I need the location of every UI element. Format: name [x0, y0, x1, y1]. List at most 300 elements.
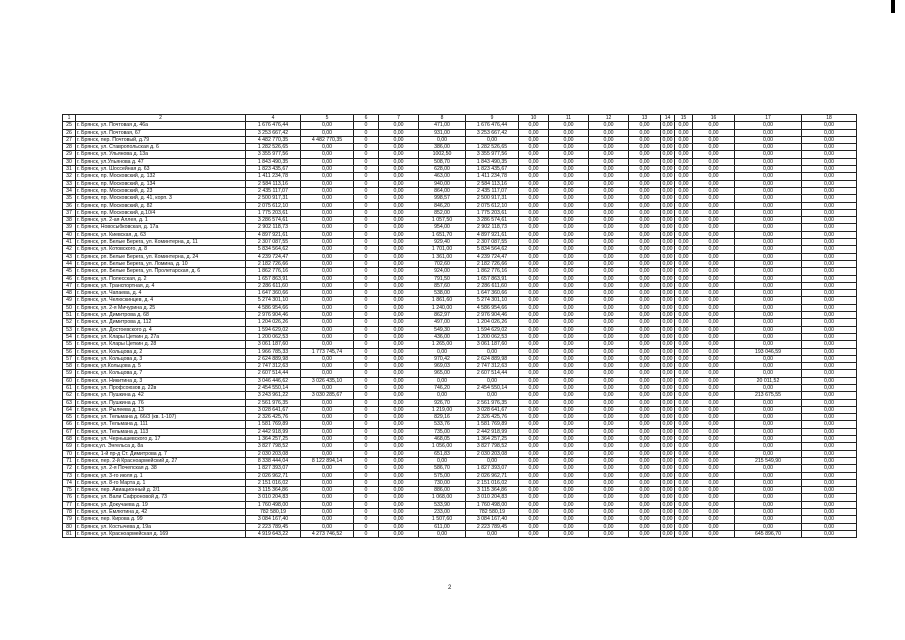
value-cell: 2 075 612,10 — [246, 202, 301, 209]
table-row — [63, 217, 857, 224]
value-cell: 0,00 — [301, 501, 354, 508]
value-cell: 0,00 — [675, 363, 693, 370]
value-cell: 0 — [354, 443, 379, 450]
value-cell: 0,00 — [549, 129, 589, 136]
value-cell: 0,00 — [735, 129, 802, 136]
value-cell: 0,00 — [379, 414, 419, 421]
row-number: 63 — [63, 399, 76, 406]
value-cell: 0,00 — [549, 355, 589, 362]
address-cell: г. Брянск, ул. Кольцова д. 3 — [76, 355, 246, 362]
column-number: 10 — [519, 115, 549, 122]
value-cell: 0,00 — [629, 158, 661, 165]
value-cell: 0 — [354, 479, 379, 486]
value-cell: 0,00 — [693, 173, 735, 180]
value-cell: 0,00 — [675, 530, 693, 537]
value-cell: 3 084 167,40 — [466, 516, 519, 523]
value-cell: 1 411 234,78 — [246, 173, 301, 180]
value-cell: 0,00 — [629, 151, 661, 158]
value-cell: 0,00 — [301, 494, 354, 501]
value-cell: 2 326 425,76 — [466, 414, 519, 421]
value-cell: 0,00 — [693, 443, 735, 450]
value-cell: 0,00 — [419, 348, 466, 355]
value-cell: 0,00 — [735, 487, 802, 494]
value-cell: 233,00 — [419, 509, 466, 516]
value-cell: 0,00 — [549, 224, 589, 231]
table-row — [63, 282, 857, 289]
value-cell: 3 026 435,10 — [301, 377, 354, 384]
value-cell: 0,00 — [519, 501, 549, 508]
column-number-row — [63, 115, 857, 122]
value-cell: 0,00 — [301, 326, 354, 333]
value-cell: 0,00 — [549, 290, 589, 297]
value-cell: 2 326 425,76 — [246, 414, 301, 421]
value-cell: 0,00 — [675, 421, 693, 428]
address-cell: г. Брянск, ул. Ставропольская д. 6 — [76, 144, 246, 151]
value-cell: 0,00 — [662, 144, 673, 151]
row-number: 51 — [63, 312, 76, 319]
table-row — [63, 231, 857, 238]
value-cell: 0,00 — [519, 217, 549, 224]
row-number: 55 — [63, 341, 76, 348]
value-cell: 0,00 — [549, 282, 589, 289]
value-cell: 0,00 — [519, 246, 549, 253]
table-row — [63, 428, 857, 435]
value-cell: 0,00 — [419, 377, 466, 384]
value-cell: 0,00 — [693, 436, 735, 443]
value-cell: 0,00 — [675, 122, 693, 129]
value-cell: 0,00 — [735, 472, 802, 479]
value-cell: 0 — [354, 392, 379, 399]
value-cell: 0,00 — [549, 443, 589, 450]
value-cell: 0,00 — [662, 173, 673, 180]
value-cell: 0,00 — [589, 253, 629, 260]
value-cell: 0,00 — [589, 326, 629, 333]
address-cell: г. Брянск, ул. 8-го Марта д. 1 — [76, 479, 246, 486]
address-cell: г. Брянск, пр. Московский, д. 41, корп. 3 — [76, 195, 246, 202]
row-number: 66 — [63, 421, 76, 428]
value-cell: 0,00 — [519, 239, 549, 246]
value-cell: 4 586 954,66 — [246, 304, 301, 311]
value-cell: 0,00 — [629, 290, 661, 297]
value-cell: 0,00 — [466, 392, 519, 399]
value-cell: 0,00 — [589, 516, 629, 523]
row-number: 80 — [63, 523, 76, 530]
value-cell: 0,00 — [549, 202, 589, 209]
value-cell: 5 834 564,62 — [466, 246, 519, 253]
value-cell: 0,00 — [379, 523, 419, 530]
value-cell: 0,00 — [629, 516, 661, 523]
value-cell: 1 200 062,53 — [246, 333, 301, 340]
value-cell: 0,00 — [379, 290, 419, 297]
value-cell: 0,00 — [693, 195, 735, 202]
value-cell: 0,00 — [549, 428, 589, 435]
value-cell: 0,00 — [693, 253, 735, 260]
value-cell: 0,00 — [301, 268, 354, 275]
value-cell: 0,00 — [301, 173, 354, 180]
value-cell: 0,00 — [379, 348, 419, 355]
value-cell: 497,00 — [419, 319, 466, 326]
value-cell: 0,00 — [662, 217, 673, 224]
value-cell: 0,00 — [735, 173, 802, 180]
value-cell: 0,00 — [735, 479, 802, 486]
value-cell: 1 862 776,16 — [466, 268, 519, 275]
value-cell: 0,00 — [549, 436, 589, 443]
value-cell: 3 355 977,56 — [246, 151, 301, 158]
value-cell: 0,00 — [301, 487, 354, 494]
row-number: 46 — [63, 275, 76, 282]
value-cell: 0,00 — [379, 136, 419, 143]
value-cell: 0,00 — [662, 414, 673, 421]
value-cell: 2 026 962,71 — [246, 472, 301, 479]
value-cell: 1 862 776,16 — [246, 268, 301, 275]
value-cell: 791,50 — [419, 275, 466, 282]
table-row — [63, 136, 857, 143]
value-cell: 0,00 — [379, 530, 419, 537]
value-cell: 0,00 — [301, 509, 354, 516]
scan-corner-mark — [891, 0, 895, 13]
row-number: 59 — [63, 370, 76, 377]
value-cell: 0,00 — [675, 297, 693, 304]
address-cell: г. Брянск, ул. Челюскинцев, д. 4 — [76, 297, 246, 304]
value-cell: 0,00 — [589, 457, 629, 464]
value-cell: 0,00 — [802, 151, 857, 158]
value-cell: 0,00 — [379, 312, 419, 319]
value-cell: 0,00 — [693, 516, 735, 523]
value-cell: 0,00 — [301, 341, 354, 348]
value-cell: 0,00 — [519, 231, 549, 238]
value-cell: 0,00 — [662, 246, 673, 253]
value-cell: 0,00 — [379, 195, 419, 202]
address-cell: г. Брянск, ул. Чапаева, д. 4 — [76, 290, 246, 297]
value-cell: 0,00 — [519, 428, 549, 435]
value-cell: 0,00 — [675, 290, 693, 297]
value-cell: 0,00 — [589, 319, 629, 326]
value-cell: 0,00 — [589, 195, 629, 202]
value-cell: 0,00 — [802, 282, 857, 289]
value-cell: 730,00 — [419, 479, 466, 486]
column-number: 5 — [301, 115, 354, 122]
value-cell: 0,00 — [379, 399, 419, 406]
value-cell: 0,00 — [662, 282, 673, 289]
value-cell: 1 594 629,02 — [246, 326, 301, 333]
value-cell: 0,00 — [675, 479, 693, 486]
value-cell: 0,00 — [379, 231, 419, 238]
table-row — [63, 239, 857, 246]
address-cell: г. Брянск, рп. Белые Берега, ул. Пролетарская, д. 6 — [76, 268, 246, 275]
value-cell: 0,00 — [662, 231, 673, 238]
value-cell: 0,00 — [693, 304, 735, 311]
value-cell: 0,00 — [379, 428, 419, 435]
value-cell: 0,00 — [379, 202, 419, 209]
value-cell: 0,00 — [662, 516, 673, 523]
value-cell: 0,00 — [519, 151, 549, 158]
address-cell: г. Брянск, ул. Ульянова д. 13а — [76, 151, 246, 158]
value-cell: 0,00 — [693, 151, 735, 158]
value-cell: 0,00 — [735, 370, 802, 377]
value-cell: 0,00 — [662, 187, 673, 194]
value-cell: 0,00 — [379, 319, 419, 326]
value-cell: 0,00 — [662, 421, 673, 428]
table-row — [63, 297, 857, 304]
value-cell: 0,00 — [589, 399, 629, 406]
value-cell: 0,00 — [629, 377, 661, 384]
value-cell: 0,00 — [662, 487, 673, 494]
value-cell: 0,00 — [519, 319, 549, 326]
value-cell: 0,00 — [519, 253, 549, 260]
value-cell: 0,00 — [301, 180, 354, 187]
value-cell: 0,00 — [802, 158, 857, 165]
value-cell: 0,00 — [589, 304, 629, 311]
value-cell: 0,00 — [549, 501, 589, 508]
value-cell: 0,00 — [675, 195, 693, 202]
value-cell: 0,00 — [629, 355, 661, 362]
value-cell: 0,00 — [675, 231, 693, 238]
value-cell: 0,00 — [675, 202, 693, 209]
value-cell: 0,00 — [662, 348, 673, 355]
value-cell: 0,00 — [589, 501, 629, 508]
value-cell: 0,00 — [379, 472, 419, 479]
value-cell: 0,00 — [802, 523, 857, 530]
table-row — [63, 494, 857, 501]
address-cell: г. Брянск, ул. Почтовая д. 46а — [76, 122, 246, 129]
value-cell: 0,00 — [589, 202, 629, 209]
value-cell: 0,00 — [802, 180, 857, 187]
value-cell: 0,00 — [301, 421, 354, 428]
value-cell: 0,00 — [589, 436, 629, 443]
value-cell: 0,00 — [693, 333, 735, 340]
value-cell: 0,00 — [735, 494, 802, 501]
value-cell: 0,00 — [419, 457, 466, 464]
address-cell: г. Брянск, ул. 3-го июля д. 1 — [76, 472, 246, 479]
value-cell: 2 151 016,02 — [246, 479, 301, 486]
value-cell: 0,00 — [301, 414, 354, 421]
value-cell: 0,00 — [629, 144, 661, 151]
address-cell: г. Брянск, ул. Почтовая, 67 — [76, 129, 246, 136]
value-cell: 0,00 — [301, 523, 354, 530]
value-cell: 0,00 — [662, 253, 673, 260]
value-cell: 0,00 — [379, 487, 419, 494]
value-cell: 2 307 087,55 — [466, 239, 519, 246]
value-cell: 0,00 — [693, 428, 735, 435]
value-cell: 2 747 312,63 — [246, 363, 301, 370]
table-row — [63, 348, 857, 355]
address-cell: г. Брянск, ул.Ульянова д. 47 — [76, 158, 246, 165]
value-cell: 0,00 — [629, 523, 661, 530]
value-cell: 2 584 113,16 — [466, 180, 519, 187]
value-cell: 0,00 — [662, 312, 673, 319]
row-number: 79 — [63, 516, 76, 523]
value-cell: 2 607 514,44 — [466, 370, 519, 377]
row-number: 60 — [63, 377, 76, 384]
value-cell: 0 — [354, 151, 379, 158]
table-row — [63, 370, 857, 377]
value-cell: 0,00 — [549, 304, 589, 311]
value-cell: 0,00 — [735, 421, 802, 428]
value-cell: 0,00 — [629, 166, 661, 173]
value-cell: 386,00 — [419, 144, 466, 151]
value-cell: 0,00 — [379, 187, 419, 194]
value-cell: 0,00 — [519, 457, 549, 464]
value-cell: 0,00 — [693, 180, 735, 187]
value-cell: 0,00 — [549, 136, 589, 143]
value-cell: 0,00 — [735, 312, 802, 319]
value-cell: 0,00 — [379, 450, 419, 457]
address-cell: г. Брянск, ул. Клары Цеткин д. 28 — [76, 341, 246, 348]
value-cell: 0,00 — [662, 122, 673, 129]
value-cell: 940,00 — [419, 180, 466, 187]
value-cell: 0 — [354, 406, 379, 413]
value-cell: 1 657 863,91 — [246, 275, 301, 282]
value-cell: 0,00 — [549, 479, 589, 486]
value-cell: 0,00 — [693, 231, 735, 238]
value-cell: 0 — [354, 290, 379, 297]
value-cell: 0,00 — [693, 202, 735, 209]
value-cell: 0,00 — [662, 319, 673, 326]
value-cell: 0,00 — [662, 384, 673, 391]
value-cell: 0,00 — [519, 406, 549, 413]
table-row — [63, 304, 857, 311]
value-cell: 1 676 476,44 — [246, 122, 301, 129]
value-cell: 0,00 — [301, 166, 354, 173]
value-cell: 0,00 — [589, 487, 629, 494]
value-cell: 0,00 — [589, 523, 629, 530]
value-cell: 0,00 — [802, 129, 857, 136]
value-cell: 0,00 — [675, 523, 693, 530]
value-cell: 0,00 — [301, 370, 354, 377]
value-cell: 0,00 — [662, 290, 673, 297]
value-cell: 0,00 — [379, 377, 419, 384]
row-number: 78 — [63, 509, 76, 516]
value-cell: 1 282 526,65 — [246, 144, 301, 151]
value-cell: 2 442 918,99 — [466, 428, 519, 435]
value-cell: 0,00 — [693, 457, 735, 464]
value-cell: 0,00 — [735, 260, 802, 267]
value-cell: 0,00 — [519, 202, 549, 209]
value-cell: 0,00 — [549, 275, 589, 282]
value-cell: 0,00 — [301, 282, 354, 289]
table-row — [63, 173, 857, 180]
row-number: 74 — [63, 479, 76, 486]
value-cell: 0,00 — [802, 450, 857, 457]
value-cell: 864,00 — [419, 187, 466, 194]
table-row — [63, 260, 857, 267]
value-cell: 436,00 — [419, 333, 466, 340]
value-cell: 0,00 — [693, 348, 735, 355]
value-cell: 3 827 798,52 — [466, 443, 519, 450]
value-cell: 0,00 — [301, 312, 354, 319]
value-cell: 1 843 490,35 — [246, 158, 301, 165]
value-cell: 0 — [354, 384, 379, 391]
value-cell: 0,00 — [379, 129, 419, 136]
value-cell: 0,00 — [549, 166, 589, 173]
value-cell: 0,00 — [549, 253, 589, 260]
value-cell: 0,00 — [301, 275, 354, 282]
value-cell: 0,00 — [802, 253, 857, 260]
value-cell: 0,00 — [379, 501, 419, 508]
value-cell: 0,00 — [519, 530, 549, 537]
value-cell: 0,00 — [629, 348, 661, 355]
value-cell: 0,00 — [802, 275, 857, 282]
value-cell: 0,00 — [629, 530, 661, 537]
value-cell: 0 — [354, 523, 379, 530]
value-cell: 0,00 — [693, 465, 735, 472]
value-cell: 0,00 — [629, 209, 661, 216]
table-row — [63, 377, 857, 384]
value-cell: 4 273 746,52 — [301, 530, 354, 537]
value-cell: 965,00 — [419, 370, 466, 377]
value-cell: 0,00 — [693, 450, 735, 457]
value-cell: 2 182 726,66 — [466, 260, 519, 267]
value-cell: 0,00 — [675, 268, 693, 275]
address-cell: г. Брянск, ул. Емлютина д. 42 — [76, 509, 246, 516]
value-cell: 0,00 — [735, 246, 802, 253]
row-number: 26 — [63, 129, 76, 136]
value-cell: 0,00 — [735, 151, 802, 158]
value-cell: 0,00 — [675, 428, 693, 435]
address-cell: г. Брянск, ул. Вали Сафроновой д. 73 — [76, 494, 246, 501]
address-cell: г. Брянск, ул. Димитрова д. 112 — [76, 319, 246, 326]
value-cell: 0,00 — [675, 472, 693, 479]
value-cell: 0,00 — [675, 319, 693, 326]
row-number: 75 — [63, 487, 76, 494]
value-cell: 5 274 301,10 — [466, 297, 519, 304]
value-cell: 0,00 — [735, 180, 802, 187]
table-row — [63, 275, 857, 282]
value-cell: 0,00 — [675, 384, 693, 391]
value-cell: 0,00 — [629, 450, 661, 457]
value-cell: 0,00 — [629, 129, 661, 136]
value-cell: 0,00 — [662, 268, 673, 275]
value-cell: 0,00 — [589, 370, 629, 377]
value-cell: 0,00 — [549, 450, 589, 457]
value-cell: 1 827 393,07 — [246, 465, 301, 472]
value-cell: 0,00 — [589, 384, 629, 391]
value-cell: 2 151 016,02 — [466, 479, 519, 486]
value-cell: 0,00 — [735, 187, 802, 194]
value-cell: 0,00 — [675, 129, 693, 136]
value-cell: 970,42 — [419, 355, 466, 362]
value-cell: 0,00 — [735, 341, 802, 348]
value-cell: 2 902 118,73 — [466, 224, 519, 231]
value-cell: 0,00 — [662, 479, 673, 486]
value-cell: 0 — [354, 224, 379, 231]
value-cell: 0,00 — [802, 348, 857, 355]
value-cell: 3 253 667,42 — [466, 129, 519, 136]
value-cell: 0,00 — [802, 224, 857, 231]
value-cell: 0,00 — [662, 450, 673, 457]
value-cell: 0,00 — [629, 414, 661, 421]
value-cell: 0 — [354, 530, 379, 537]
value-cell: 0,00 — [693, 363, 735, 370]
value-cell: 0 — [354, 428, 379, 435]
value-cell: 0,00 — [519, 129, 549, 136]
value-cell: 0,00 — [735, 443, 802, 450]
value-cell: 2 747 312,63 — [466, 363, 519, 370]
value-cell: 0,00 — [662, 158, 673, 165]
value-cell: 0,00 — [693, 392, 735, 399]
value-cell: 0,00 — [662, 363, 673, 370]
row-number: 56 — [63, 348, 76, 355]
value-cell: 0 — [354, 297, 379, 304]
table-row — [63, 151, 857, 158]
value-cell: 0,00 — [589, 290, 629, 297]
value-cell: 0,00 — [301, 333, 354, 340]
table-row — [63, 355, 857, 362]
value-cell: 0,00 — [629, 479, 661, 486]
value-cell: 0,00 — [519, 209, 549, 216]
address-cell: г. Брянск, ул. Тельмана д. 113 — [76, 428, 246, 435]
value-cell: 0,00 — [662, 494, 673, 501]
